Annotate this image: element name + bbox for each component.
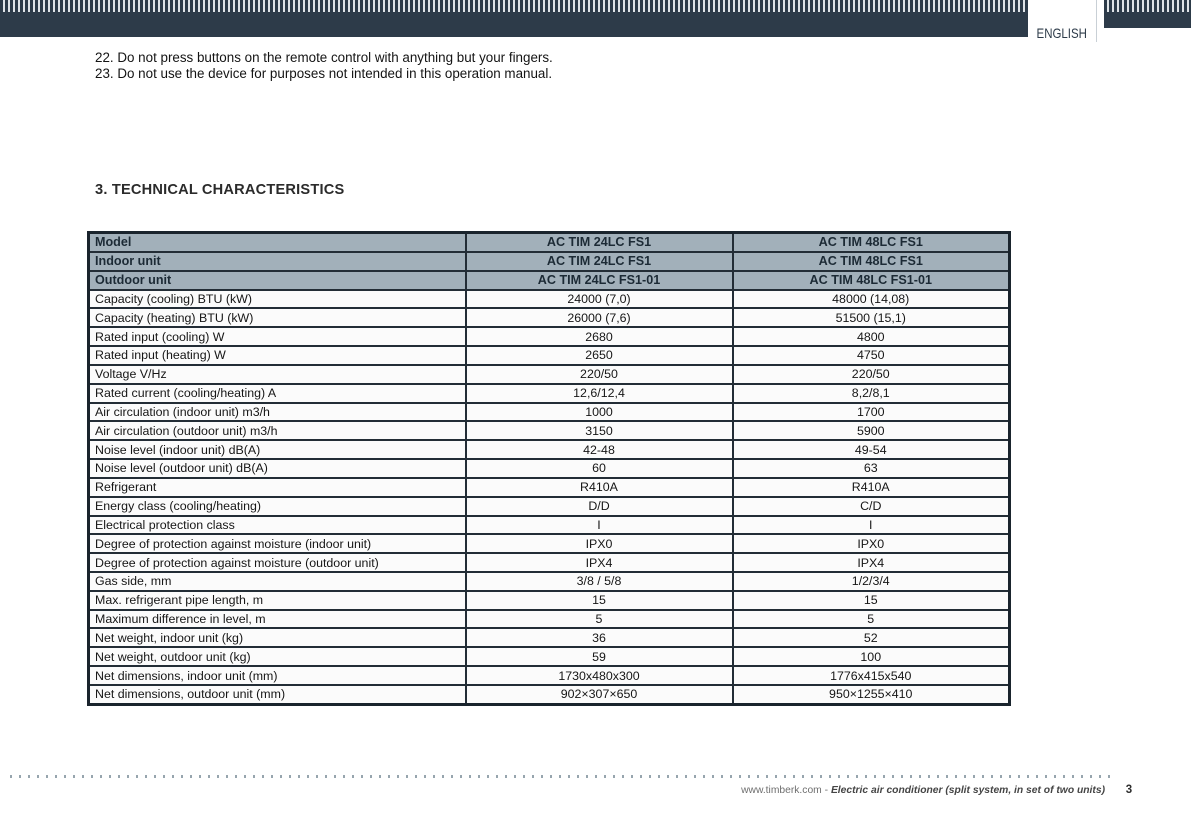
table-header-row xyxy=(89,271,1010,290)
row-label: Capacity (cooling) BTU (kW) xyxy=(89,290,466,309)
row-label: Degree of protection against moisture (indoor unit) xyxy=(89,534,466,553)
instruction-paragraph: 23. Do not use the device for purposes not intended in this operation manual. xyxy=(95,66,553,82)
cell-value: AC TIM 48LC FS1-01 xyxy=(733,271,1010,290)
row-label: Air circulation (indoor unit) m3/h xyxy=(89,403,466,422)
table-row xyxy=(89,497,1010,516)
cell-value: 3150 xyxy=(466,421,733,440)
cell-value: 1000 xyxy=(466,403,733,422)
row-label: Maximum difference in level, m xyxy=(89,610,466,629)
cell-value: IPX4 xyxy=(466,553,733,572)
row-label: Noise level (indoor unit) dB(A) xyxy=(89,440,466,459)
row-label: Rated input (heating) W xyxy=(89,346,466,365)
row-label: Model xyxy=(89,233,466,252)
table-row xyxy=(89,346,1010,365)
cell-value: 2650 xyxy=(466,346,733,365)
cell-value: 1730x480x300 xyxy=(466,666,733,685)
cell-value: 26000 (7,6) xyxy=(466,308,733,327)
cell-value: C/D xyxy=(733,497,1010,516)
table-row xyxy=(89,478,1010,497)
cell-value: 12,6/12,4 xyxy=(466,384,733,403)
cell-value: R410A xyxy=(733,478,1010,497)
row-label: Noise level (outdoor unit) dB(A) xyxy=(89,459,466,478)
cell-value: 1700 xyxy=(733,403,1010,422)
cell-value: IPX0 xyxy=(733,534,1010,553)
cell-value: AC TIM 48LC FS1 xyxy=(733,252,1010,271)
table-row xyxy=(89,647,1010,666)
table-row xyxy=(89,685,1010,705)
row-label: Rated input (cooling) W xyxy=(89,327,466,346)
cell-value: AC TIM 24LC FS1-01 xyxy=(466,271,733,290)
row-label: Refrigerant xyxy=(89,478,466,497)
row-label: Indoor unit xyxy=(89,252,466,271)
cell-value: 49-54 xyxy=(733,440,1010,459)
footer-separator: - xyxy=(824,785,829,796)
cell-value: 59 xyxy=(466,647,733,666)
cell-value: 42-48 xyxy=(466,440,733,459)
cell-value: IPX4 xyxy=(733,553,1010,572)
section-title: 3. TECHNICAL CHARACTERISTICS xyxy=(95,182,345,198)
row-label: Net dimensions, outdoor unit (mm) xyxy=(89,685,466,705)
cell-value: 2680 xyxy=(466,327,733,346)
cell-value: 48000 (14,08) xyxy=(733,290,1010,309)
row-label: Voltage V/Hz xyxy=(89,365,466,384)
row-label: Outdoor unit xyxy=(89,271,466,290)
instruction-paragraph: 22. Do not press buttons on the remote control with anything but your fingers. xyxy=(95,50,553,65)
footer-dotted-divider xyxy=(10,775,1113,778)
cell-value: 24000 (7,0) xyxy=(466,290,733,309)
row-label: Gas side, mm xyxy=(89,572,466,591)
cell-value: AC TIM 24LC FS1 xyxy=(466,252,733,271)
language-label: ENGLISH xyxy=(1036,25,1088,41)
table-row xyxy=(89,572,1010,591)
table-row xyxy=(89,308,1010,327)
table-row xyxy=(89,628,1010,647)
cell-value: 52 xyxy=(733,628,1010,647)
header-bar-left-segment xyxy=(0,12,1028,37)
header-stripe-pattern-left xyxy=(0,0,1028,12)
table-row xyxy=(89,666,1010,685)
table-header-row xyxy=(89,233,1010,252)
row-label: Capacity (heating) BTU (kW) xyxy=(89,308,466,327)
row-label: Degree of protection against moisture (outdoor unit) xyxy=(89,553,466,572)
table-row xyxy=(89,610,1010,629)
row-label: Energy class (cooling/heating) xyxy=(89,497,466,516)
cell-value: 950×1255×410 xyxy=(733,685,1010,705)
cell-value: 1776x415x540 xyxy=(733,666,1010,685)
table-row xyxy=(89,327,1010,346)
cell-value: 5 xyxy=(733,610,1010,629)
row-label: Rated current (cooling/heating) A xyxy=(89,384,466,403)
footer-website: www.timberk.com xyxy=(741,785,822,796)
table-row xyxy=(89,459,1010,478)
table-row xyxy=(89,534,1010,553)
row-label: Net weight, indoor unit (kg) xyxy=(89,628,466,647)
table-row xyxy=(89,384,1010,403)
cell-value: 1/2/3/4 xyxy=(733,572,1010,591)
cell-value: 51500 (15,1) xyxy=(733,308,1010,327)
cell-value: 36 xyxy=(466,628,733,647)
table-row xyxy=(89,290,1010,309)
table-row xyxy=(89,365,1010,384)
technical-characteristics-table xyxy=(87,231,1011,706)
footer-caption xyxy=(0,785,1105,796)
table-row xyxy=(89,440,1010,459)
cell-value: R410A xyxy=(466,478,733,497)
table-row xyxy=(89,421,1010,440)
row-label: Net weight, outdoor unit (kg) xyxy=(89,647,466,666)
cell-value: 60 xyxy=(466,459,733,478)
safety-instructions xyxy=(95,50,584,83)
cell-value: 4750 xyxy=(733,346,1010,365)
cell-value: 8,2/8,1 xyxy=(733,384,1010,403)
language-badge xyxy=(1028,0,1097,42)
cell-value: 100 xyxy=(733,647,1010,666)
table-body xyxy=(89,233,1010,705)
cell-value: IPX0 xyxy=(466,534,733,553)
footer-description: Electric air conditioner (split system, in set of two units) xyxy=(830,785,1105,796)
cell-value: 15 xyxy=(466,591,733,610)
cell-value: I xyxy=(733,516,1010,535)
cell-value: AC TIM 24LC FS1 xyxy=(466,233,733,252)
page-number: 3 xyxy=(1125,784,1133,796)
cell-value: 63 xyxy=(733,459,1010,478)
cell-value: 220/50 xyxy=(733,365,1010,384)
table-row xyxy=(89,553,1010,572)
table-row xyxy=(89,591,1010,610)
row-label: Electrical protection class xyxy=(89,516,466,535)
cell-value: 15 xyxy=(733,591,1010,610)
row-label: Air circulation (outdoor unit) m3/h xyxy=(89,421,466,440)
cell-value: D/D xyxy=(466,497,733,516)
cell-value: 3/8 / 5/8 xyxy=(466,572,733,591)
cell-value: 220/50 xyxy=(466,365,733,384)
cell-value: 902×307×650 xyxy=(466,685,733,705)
header-stripe-pattern-right xyxy=(1104,0,1191,12)
cell-value: 4800 xyxy=(733,327,1010,346)
table-header-row xyxy=(89,252,1010,271)
row-label: Max. refrigerant pipe length, m xyxy=(89,591,466,610)
cell-value: AC TIM 48LC FS1 xyxy=(733,233,1010,252)
cell-value: 5900 xyxy=(733,421,1010,440)
cell-value: I xyxy=(466,516,733,535)
table-row xyxy=(89,516,1010,535)
row-label: Net dimensions, indoor unit (mm) xyxy=(89,666,466,685)
header-bar-right-segment xyxy=(1104,12,1191,28)
cell-value: 5 xyxy=(466,610,733,629)
table-row xyxy=(89,403,1010,422)
